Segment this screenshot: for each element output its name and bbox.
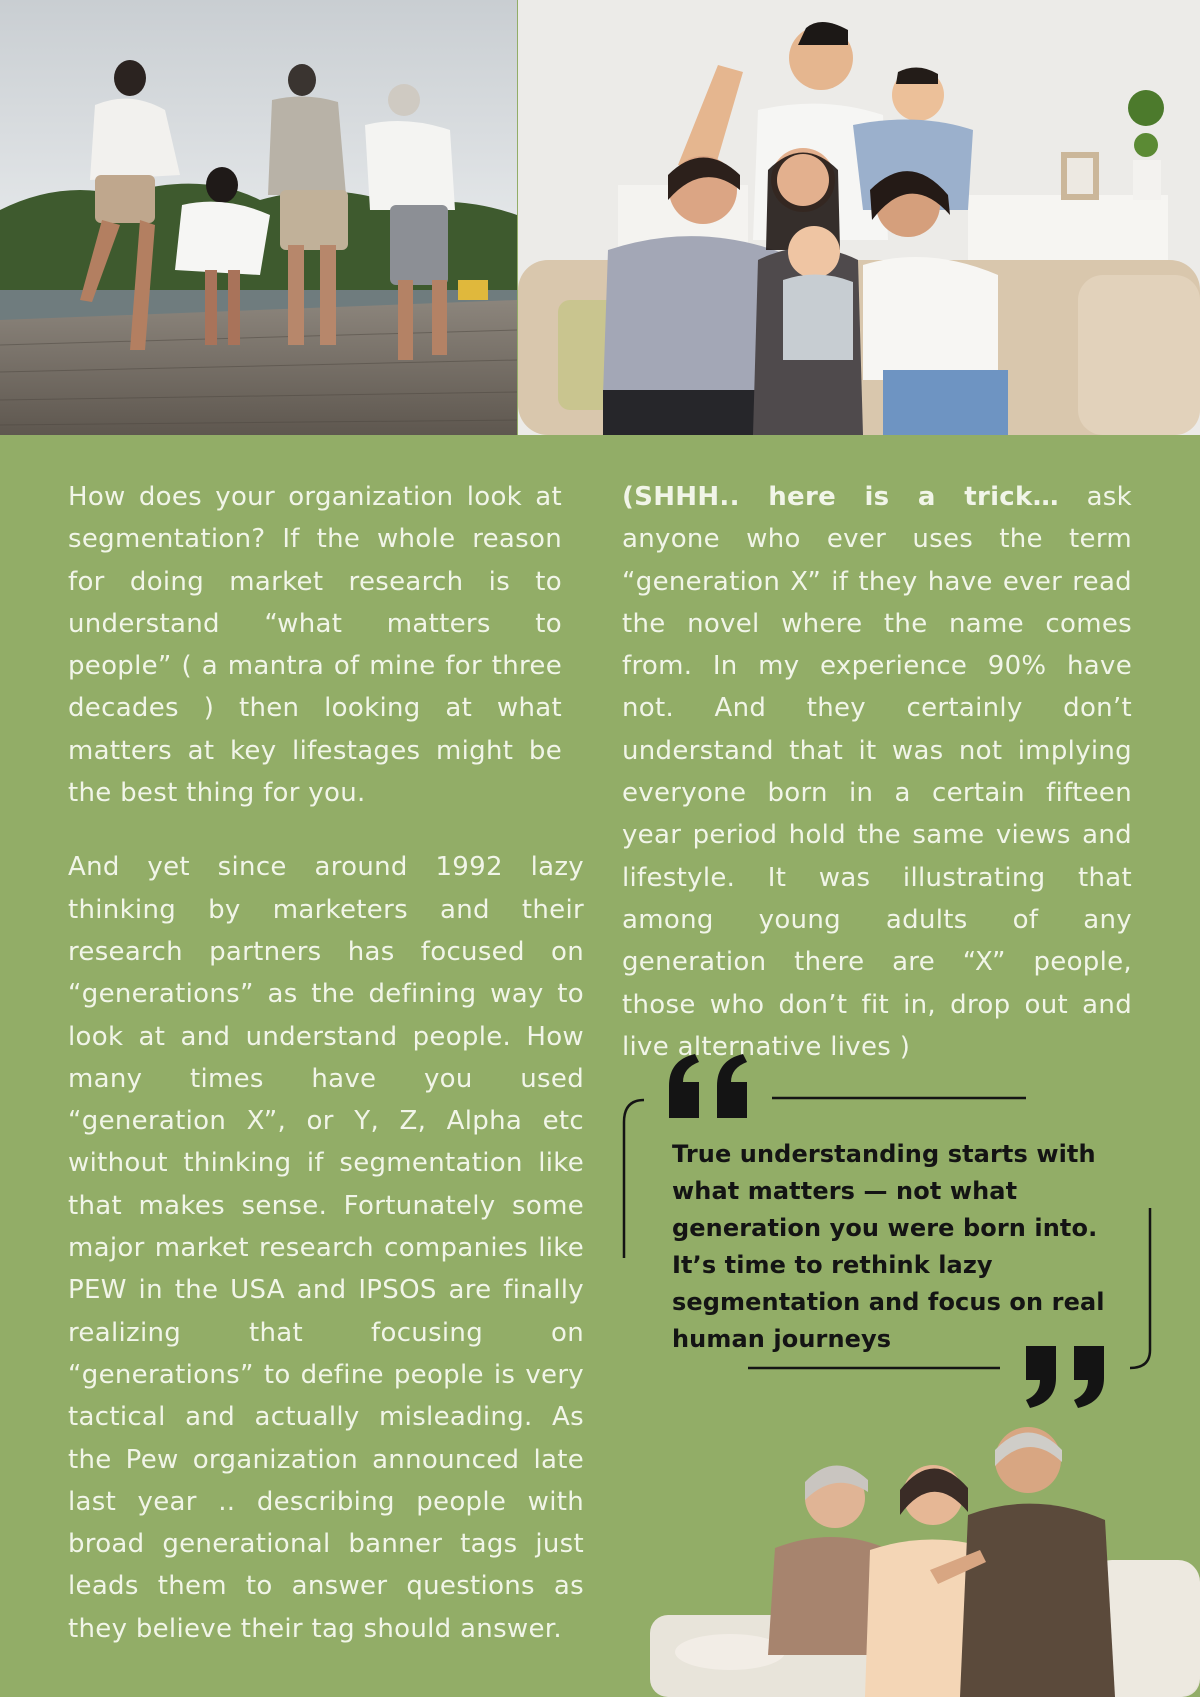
family-running-photo	[0, 0, 517, 435]
right-text-column	[622, 476, 1132, 1068]
seniors-on-sofa-photo	[650, 1420, 1200, 1697]
family-on-sofa-photo	[518, 0, 1200, 435]
generations-paragraph: And yet since around 1992 lazy thinking by marketers and their research partners has focused on “generations” as the defining way to look at and understand people. How many times have you used “generation X”, or Y, Z, Alpha etc without thinking if segmentation like that makes sense. Fortunately some major market research companies like PEW in the USA and IPSOS are finally realizing that focusing on “generations” to define people is very tactical and actually misleading. As the Pew organization announced late last year .. describing people with broad generational banner tags just leads them to answer questions as they believe their tag should answer.	[68, 852, 584, 1644]
trick-lead: (SHHH.. here is a trick…	[622, 482, 1059, 512]
left-text-column	[68, 476, 584, 1650]
quote-right-bracket	[1130, 1208, 1150, 1368]
family-running-illustration	[0, 0, 517, 435]
quote-left-bracket	[624, 1100, 644, 1258]
open-quote-icon	[665, 1052, 751, 1118]
pull-quote-text: True understanding starts with what matters — not what generation you were born into. It’s time to rethink lazy segmentation and focus on real human journeys	[672, 1140, 1105, 1353]
intro-paragraph: How does your organization look at segmentation? If the whole reason for doing market research is to understand “what matters to people” ( a mantra of mine for three decades ) then looking at what matters at key lifestages might be the best thing for you.	[68, 482, 562, 809]
family-on-sofa-illustration	[518, 0, 1200, 435]
trick-body: ask anyone who ever uses the term “generation X” if they have ever read the novel where the name comes from. In my experience 90% have not. And they certainly don’t understand that it was not implying everyone born in a certain fifteen year period hold the same views and lifestyle. It was illustrating that among young adults of any generation there are “X” people, those who don’t fit in, drop out and live alternative lives )	[622, 482, 1132, 1062]
close-quote-icon	[1022, 1346, 1108, 1408]
trick-paragraph	[622, 476, 1132, 1068]
